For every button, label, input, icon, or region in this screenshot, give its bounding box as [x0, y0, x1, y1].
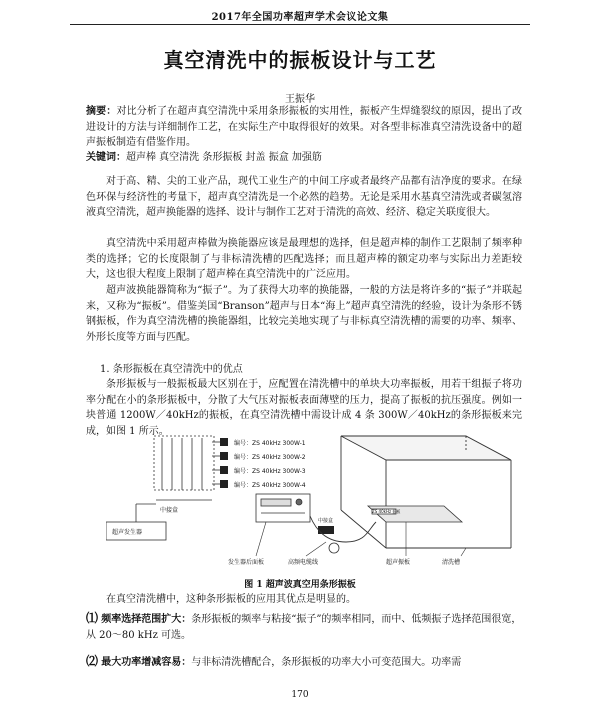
- header-rule: [70, 24, 530, 25]
- advantage-2-head: 最大功率增减容易：: [101, 657, 192, 668]
- generator-rear-panel: [256, 494, 310, 522]
- plate-icon: [220, 466, 228, 474]
- advantage-1: [86, 610, 522, 644]
- abstract-text: 对比分析了在超声真空清洗中采用条形振板的实用性，振板产生焊缝裂纹的原因，提出了改进设计的方法与详细制作工艺，在实际生产中取得很好的效果。对各型非标准真空清洗设备中的超声振板制造有借鉴作用。: [86, 106, 523, 148]
- advantage-1-head: 频率选择范围扩大：: [101, 614, 192, 625]
- figure-1-caption: 图 1 超声波真空用条形振板: [244, 580, 356, 590]
- generator-label: 超声发生器: [112, 529, 143, 536]
- section-heading-1: 1. 条形振板在真空清洗中的优点: [100, 364, 243, 375]
- junction-wiring: [154, 436, 214, 500]
- author: 王振华: [285, 94, 315, 105]
- paragraph-2: 真空清洗中采用超声棒做为换能器应该是最理想的选择，但是超声棒的制作工艺限制了频率种类的选择；它的长度限制了与非标清洗槽的匹配选择；而且超声棒的额定功率与实际出力差距较大，这也很大程度上限制了超声棒在真空清洗中的广泛应用。: [86, 238, 522, 280]
- cleaning-tank: [341, 436, 511, 548]
- advantage-2-num: ⑵: [86, 654, 99, 668]
- plate-row-2: [212, 452, 306, 461]
- plate-row-3: [212, 466, 306, 475]
- keywords-text: 超声棒 真空清洗 条形振板 封盖 振盒 加强筋: [126, 152, 322, 163]
- abstract-label: 摘要：: [86, 106, 117, 117]
- plate-label-1: 编号：ZS 40kHz 300W-1: [234, 440, 306, 447]
- running-header: 2017年全国功率超声学术会议论文集: [211, 12, 389, 23]
- plate-icon: [220, 480, 228, 488]
- paragraph-4: 条形振板与一般振板最大区别在于，应配置在清洗槽中的单块大功率振板，用若干组振子将功率分配在小的条形振板中，分散了大气压对振板表面薄壁的压力，提高了振板的抗压强度。例如一块普通 1200W／40kHz的振板，在真空清洗槽中需设计成 4 条 300W／40kHz的条形振板来完成，如图 1 所示。: [86, 379, 522, 437]
- page-number: 170: [291, 690, 309, 700]
- plate-icon: [220, 438, 228, 446]
- plate-row-1: [212, 438, 306, 447]
- figure-1-diagram: [106, 430, 516, 570]
- callout-cable: 高频电缆线: [288, 559, 319, 566]
- mid-junction-label: 中接盒: [318, 518, 334, 524]
- junction-box-label: 中接盒: [160, 507, 179, 514]
- advantage-1-text: 条形振板的频率与粘接“振子”的频率相同，而中、低频振子选择范围很宽，从 20～80 kHz 可选。: [86, 614, 522, 641]
- plate-label-4: 编号：ZS 40kHz 300W-4: [234, 482, 306, 489]
- advantage-1-num: ⑴: [86, 611, 99, 625]
- paper-title: 真空清洗中的振板设计与工艺: [163, 48, 437, 72]
- paragraph-3: 超声波换能器简称为“振子”。为了获得大功率的换能器，一般的方法是将许多的“振子”并联起来，又称为“振板”。借鉴美国“Branson”超声与日本“海上”超声真空清洗的经验，设计为条形不锈钢振板，作为真空清洗槽的换能器组，比较完美地实现了与非标真空清洗槽的需要的功率、频率、外形长度等方面与匹配。: [86, 285, 522, 343]
- plate-label-3: 编号：ZS 40kHz 300W-3: [234, 468, 306, 475]
- abstract: [86, 104, 522, 151]
- plate-label-2: 编号：ZS 40kHz 300W-2: [234, 454, 306, 461]
- keywords-label: 关键词：: [86, 152, 126, 163]
- callout-tank: 清洗槽: [442, 559, 461, 566]
- plate-icon: [220, 452, 228, 460]
- callout-rear-panel: 发生器后面板: [228, 559, 265, 566]
- mid-junction-box: [318, 526, 334, 534]
- advantage-2: [86, 653, 522, 671]
- tank-plate-label: ZS 40kHz 振板: [372, 509, 401, 514]
- paragraph-1: 对于高、精、尖的工业产品，现代工业生产的中间工序或者最终产品都有洁净度的要求。在绿色环保与经济性的考量下，超声真空清洗是一个必然的趋势。无论是采用水基真空清洗或者碳氢溶液真空清洗，超声换能器的选择、设计与制作工艺对于清洗的高效、经济、稳定关联度很大。: [86, 176, 522, 218]
- paragraph-5: 在真空清洗槽中，这种条形振板的应用其优点是明显的。: [106, 594, 356, 605]
- plate-row-4: [212, 480, 306, 489]
- keywords: [86, 150, 522, 166]
- callout-plate: 超声振板: [386, 559, 411, 566]
- advantage-2-text: 与非标清洗槽配合，条形振板的功率大小可变范围大。功率需: [191, 657, 462, 668]
